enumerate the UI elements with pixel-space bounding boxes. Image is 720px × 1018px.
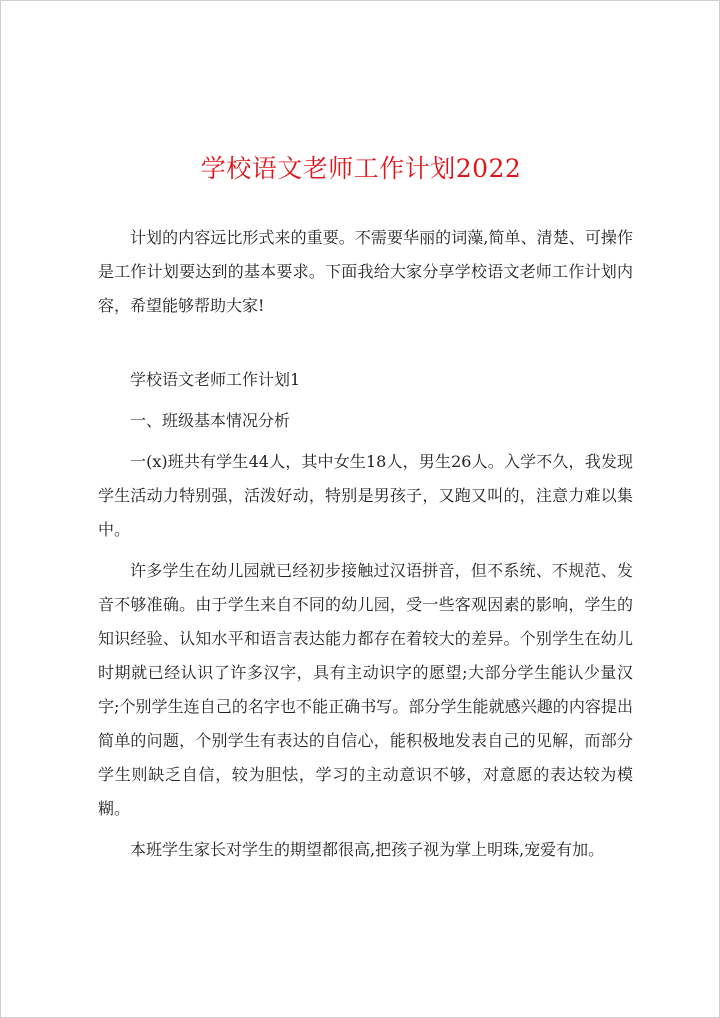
subheading: 一、班级基本情况分析 <box>130 411 291 430</box>
paragraph-gap <box>98 330 633 363</box>
body-paragraph: 本班学生家长对学生的期望都很高,把孩子视为掌上明珠,宠爱有加。 <box>130 840 605 859</box>
document-title: 学校语文老师工作计划2022 <box>200 154 522 183</box>
section-heading: 学校语文老师工作计划1 <box>130 370 301 389</box>
intro-paragraph: 计划的内容远比形式来的重要。不需要华丽的词藻,简单、清楚、可操作是工作计划要达到的基本要求。下面我给大家分享学校语文老师工作计划内容，希望能够帮助大家! <box>98 228 633 315</box>
document-body <box>98 221 633 874</box>
body-paragraph: 一(x)班共有学生44人，其中女生18人，男生26人。入学不久，我发现学生活动力特别强，活泼好动，特别是男孩子，又跑又叫的，注意力难以集中。 <box>98 452 633 539</box>
body-paragraph: 许多学生在幼儿园就已经初步接触过汉语拼音，但不系统、不规范、发音不够准确。由于学生来自不同的幼儿园，受一些客观因素的影响，学生的知识经验、认知水平和语言表达能力都存在着较大的差异。个别学生在幼儿时期就已经认识了许多汉字，具有主动识字的愿望;大部分学生能认少量汉字;个别学生连自己的名字也不能正确书写。部分学生能就感兴趣的内容提出简单的问题，个别学生有表达的自信心，能积极地发表自己的见解，而部分学生则缺乏自信，较为胆怯，学习的主动意识不够，对意愿的表达较为模糊。 <box>98 561 633 818</box>
